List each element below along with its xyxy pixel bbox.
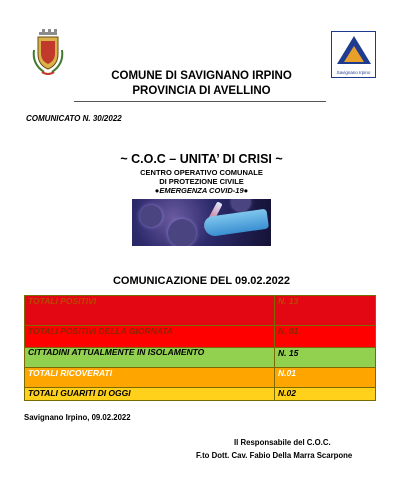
row-label: TOTALI POSITIVI DELLA GIORNATA	[25, 326, 275, 348]
coc-title: ~ C.O.C – UNITA’ DI CRISI ~	[120, 152, 283, 166]
covid-lab-image	[132, 199, 271, 246]
coc-line2: DI PROTEZIONE CIVILE	[159, 177, 244, 186]
row-value: N. 13	[275, 296, 376, 326]
table-row	[25, 388, 376, 401]
row-label: TOTALI POSITIVI	[25, 296, 275, 326]
logo-caption: Savignano Irpino	[336, 70, 371, 75]
table-row	[25, 326, 376, 348]
signature-name: F.to Dott. Cav. Fabio Della Marra Scarpone	[196, 451, 353, 460]
date-place: Savignano Irpino, 09.02.2022	[24, 413, 131, 422]
row-value: N. 01	[275, 326, 376, 348]
comunicazione-title: COMUNICAZIONE DEL 09.02.2022	[112, 275, 291, 287]
row-label: TOTALI GUARITI DI OGGI	[25, 388, 275, 401]
row-value: N.01	[275, 368, 376, 388]
triangle-inner-icon	[344, 46, 364, 62]
table-row	[25, 296, 376, 326]
comune-title: COMUNE DI SAVIGNANO IRPINO	[111, 70, 292, 82]
covid-stats-table	[24, 295, 376, 401]
coc-emergency: ●EMERGENZA COVID-19●	[154, 186, 249, 195]
row-label: TOTALI RICOVERATI	[25, 368, 275, 388]
table-row	[25, 348, 376, 368]
row-value: N.02	[275, 388, 376, 401]
comunicato-number: COMUNICATO N. 30/2022	[26, 114, 122, 123]
signature-role: Il Responsabile del C.O.C.	[234, 438, 331, 447]
header-divider	[74, 101, 326, 102]
row-label: CITTADINI ATTUALMENTE IN ISOLAMENTO	[25, 348, 275, 368]
coc-line1: CENTRO OPERATIVO COMUNALE	[140, 168, 263, 177]
provincia-title: PROVINCIA DI AVELLINO	[132, 85, 271, 97]
table-row	[25, 368, 376, 388]
row-value: N. 15	[275, 348, 376, 368]
